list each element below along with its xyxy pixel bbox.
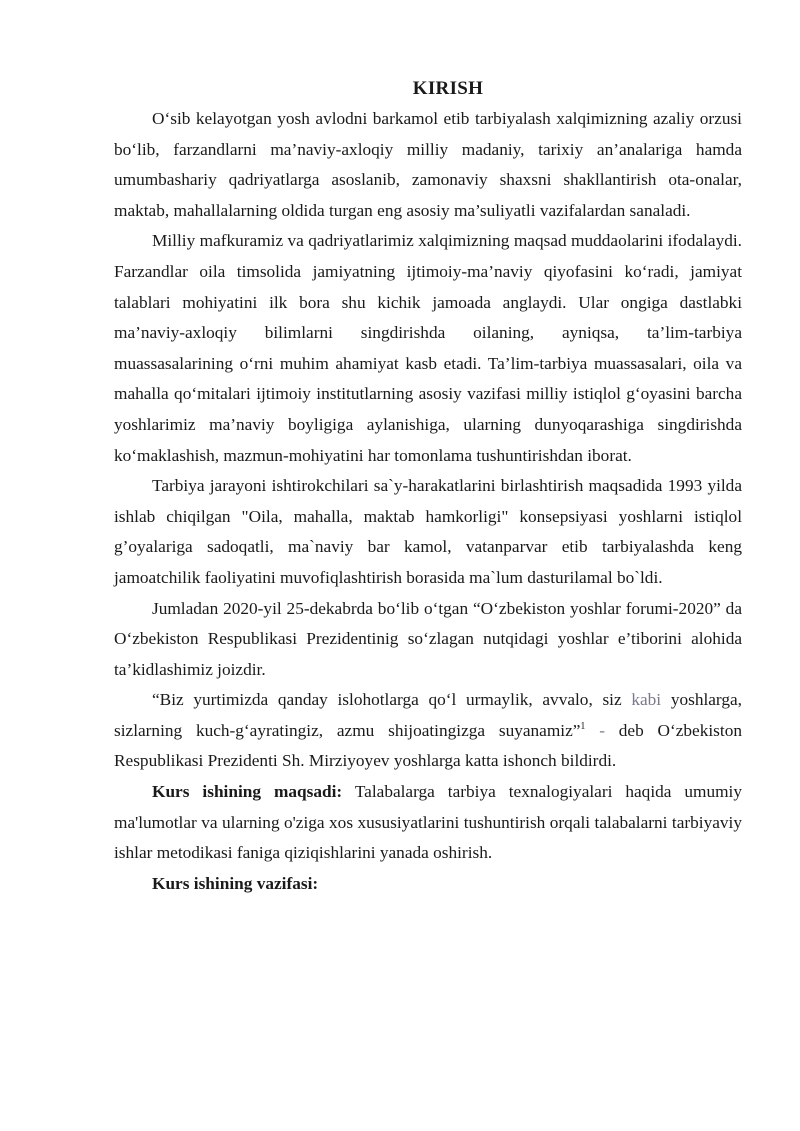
- page-title: KIRISH: [412, 78, 484, 99]
- goal-text: Talabalarga tarbiya texnalogiyalari haqida umumiy ma'lumotlar va ularning o'ziga xos xususiyatlarini tushuntirish orqali talabalarni tarbiyaviy ishlar metodikasi faniga qiziqishlarini yanada oshirish.: [114, 782, 742, 863]
- paragraph-goal: [114, 777, 742, 869]
- quote-text-start: “Biz yurtimizda qanday islohotlarga qo‘l urmaylik, avvalo, siz: [152, 690, 632, 710]
- paragraph-1: O‘sib kelayotgan yosh avlodni barkamol etib tarbiyalash xalqimizning azaliy orzusi bo‘lib, farzandlarni ma’naviy-axloqiy milliy madaniy, tarixiy an’analariga hamda umumbashariy qadriyatlarga asoslanib, zamonaviy shaxsni shakllantirish ota-onalar, maktab, mahallalarning oldida turgan eng asosiy ma’suliyatli vazifalardan sanaladi.: [114, 109, 742, 220]
- goal-label: Kurs ishining maqsadi:: [152, 782, 343, 802]
- paragraph-tasks: [114, 869, 742, 900]
- quote-gray-word: kabi: [631, 690, 662, 710]
- paragraph-4: Jumladan 2020-yil 25-dekabrda bo‘lib o‘tgan “O‘zbekiston yoshlar forumi-2020” da O‘zbekiston Respublikasi Prezidentinig so‘zlagan nutqidagi yoshlar e’tiborini alohida ta’kidlashimiz joizdir.: [114, 598, 742, 679]
- attribution-text: deb O‘zbekiston Respublikasi Prezidenti Sh. Mirziyoyev yoshlarga katta ishonch bildirdi.: [114, 720, 742, 771]
- document-page: [114, 74, 742, 899]
- paragraph-2: Milliy mafkuramiz va qadriyatlarimiz xalqimizning maqsad muddaolarini ifodalaydi. Farzandlar oila timsolida jamiyatning ijtimoiy-ma’naviy qiyofasini ko‘radi, jamiyat talablari mohiyatini ilk bora shu kichik jamoada anglaydi. Ular ongiga dastlabki ma’naviy-axloqiy bilimlarni singdirishda oilaning, ayniqsa, ta’lim-tarbiya muassasalarining o‘rni muhim ahamiyat kasb etadi. Ta’lim-tarbiya muassasalari, oila va mahalla qo‘mitalari ijtimoiy institutlarning asosiy vazifasi milliy istiqlol g‘oyasini barcha yoshlarimiz ma’naviy boyligiga aylanishiga, ularning dunyoqarashiga singdirishda ko‘maklashish, mazmun-mohiyatini har tomonlama tushuntirishdan iborat.: [114, 231, 742, 465]
- footnote-marker[interactable]: 1: [580, 721, 586, 733]
- paragraph-3: Tarbiya jarayoni ishtirokchilari sa`y-harakatlarini birlashtirish maqsadida 1993 yilda ishlab chiqilgan "Oila, mahalla, maktab hamkorligi" konsepsiyasi yoshlarni istiqlol g’oyalariga sadoqatli, ma`naviy bar kamol, vatanparvar etib tarbiyalashda keng jamoatchilik faoliyatini muvofiqlashtirish borasida ma`lum dasturilamal bo`ldi.: [114, 476, 742, 587]
- tasks-label: Kurs ishining vazifasi:: [152, 873, 319, 893]
- paragraph-5: [114, 685, 742, 777]
- quote-text-end: yoshlarga, sizlarning kuch-g‘ayratingiz, azmu shijoatingizga suyanamiz”: [114, 690, 743, 740]
- quote-dash: -: [585, 720, 619, 740]
